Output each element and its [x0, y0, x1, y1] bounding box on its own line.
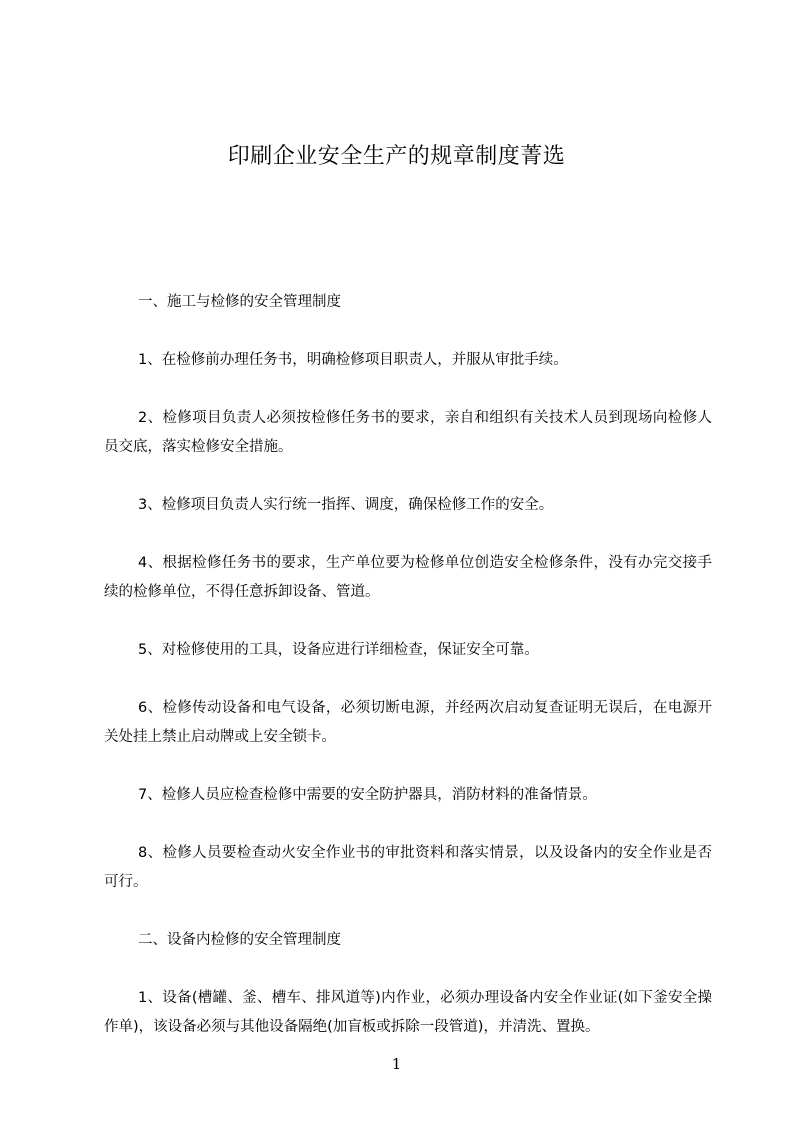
paragraph: 2、检修项目负责人必须按检修任务书的要求，亲自和组织有关技术人员到现场向检修人员交底，落实检修安全措施。 [104, 410, 712, 455]
paragraph: 6、检修传动设备和电气设备，必须切断电源，并经两次启动复查证明无误后，在电源开关处挂上禁止启动牌或上安全锁卡。 [104, 700, 712, 745]
page-number: 1 [391, 1055, 402, 1073]
paragraph: 7、检修人员应检查检修中需要的安全防护器具，消防材料的准备情景。 [138, 787, 597, 803]
document-body [104, 288, 712, 1071]
paragraph: 8、检修人员要检查动火安全作业书的审批资料和落实情景，以及设备内的安全作业是否可行。 [104, 845, 712, 890]
document-title: 印刷企业安全生产的规章制度菁选 [227, 144, 566, 169]
paragraph: 3、检修项目负责人实行统一指挥、调度，确保检修工作的安全。 [138, 497, 554, 513]
paragraph: 1、设备(槽罐、釜、槽车、排风道等)内作业，必须办理设备内安全作业证(如下釜安全操作单)，该设备必须与其他设备隔绝(加盲板或拆除一段管道)，并清洗、置换。 [104, 990, 712, 1035]
paragraph: 4、根据检修任务书的要求，生产单位要为检修单位创造安全检修条件，没有办完交接手续的检修单位，不得任意拆卸设备、管道。 [104, 555, 712, 600]
section-heading: 二、设备内检修的安全管理制度 [138, 932, 341, 948]
section-heading: 一、施工与检修的安全管理制度 [138, 294, 341, 310]
paragraph: 5、对检修使用的工具，设备应进行详细检查，保证安全可靠。 [138, 642, 539, 658]
paragraph: 1、在检修前办理任务书，明确检修项目职责人，并服从审批手续。 [138, 352, 568, 368]
